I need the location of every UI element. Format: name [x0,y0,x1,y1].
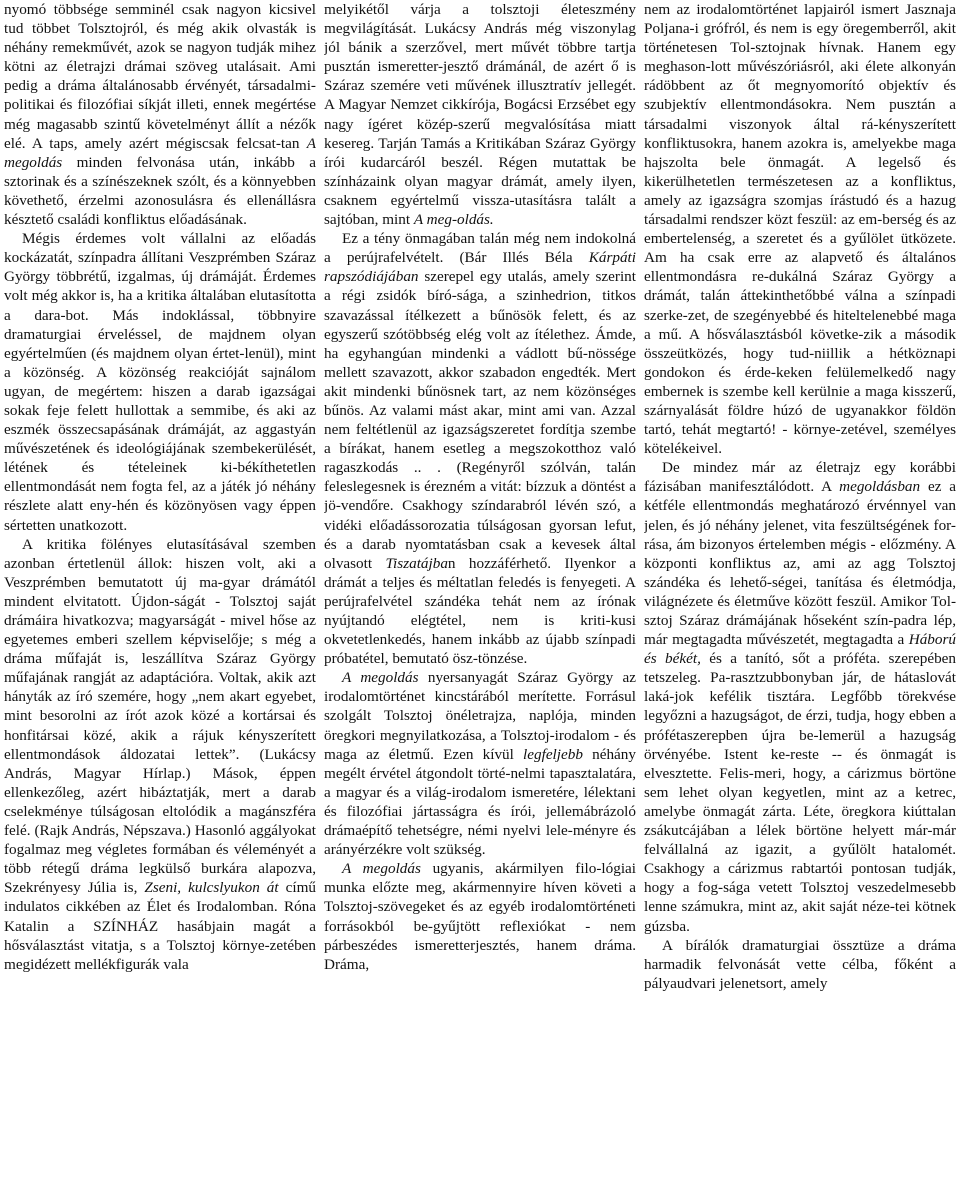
paragraph-text: nyersanyagát Száraz György az irodalomtörténet kincstárából merítette. Forrásul szolgált Tolsztoj önéletrajza, naplója, minden öregkori megnyilatkozása, a Tolsztoj-irodalom - és maga az életmű. Ezen kívül [324,669,636,763]
italic-text: megoldásban [839,478,921,496]
italic-text: A megoldás [4,134,316,171]
text-column-middle [324,0,636,1189]
italic-text: Zseni, kulcslyukon át [144,879,279,897]
italic-text: legfeljebb [523,745,583,763]
text-column-right [644,0,956,1189]
paragraph [324,0,636,229]
paragraph [324,668,636,859]
paragraph-text: Mégis érdemes volt vállalni az előadás kockázatát, színpadra állítani Veszprémben Száraz György többrétű, izgalmas, új drámáját. Érdemes volt még akkor is, ha a kritika általában elutasította a dara-bot. Más indoklással, többnyire dramaturgiai érveléssel, de majdnem olyan egyértelműen (és majdnem olyan értet-lenül), mint a közönség. A közönség reakcióját sajnálom ugyan, de megértem: hiszen a darab igazságai sokak feje felett hullottak a semmibe, és aki az eszmék összecsapásának drámáját, az aggastyán művészetének és ideológiájának szembekerülését, létének és tételeinek ki-békíthetetlen ellentmondását nem fogta fel, az a játék jó néhány részlete alatt eny-hén és közönyösen vagy éppen sértetten unatkozott. [4,230,316,534]
paragraph-text: n hozzáférhető. Ilyenkor a drámát a teljes és méltatlan feledés is fenyegeti. A perújrafelvétel szándéka tehát nem az írónak nyújtandó elégtétel, nem is kriti-kusi okvetetlenkedés, hanem inkább az újabb színpadi próbatétel, bemutató ösz-tönzése. [324,554,636,668]
paragraph [644,936,956,993]
paragraph-text: szerepel egy utalás, amely szerint a régi zsidók bíró-sága, a szinhedrion, titkos szavazással ítélkezett a bűnösök felett, és az egyszerű szótöbbség elég volt az ítélethez. Ámde, ha egyhangúan mindenki a vádlott bű-nössége mellett szavazott, akkor szabadon engedték. Mert akit mindenki bűnösnek tart, az nem közönséges bűnös. Az valami mást akar, mint ami van. Azzal nem feltétlenül az igazságszeretet fordítja szembe a bírákat, hanem esetleg a megszokotthoz való ragaszkodás .. . (Regényről szólván, talán feleslegesnek is érezném a vitát: bízzuk a döntést a jö-vendőre. Csakhogy színdarabról lévén szó, a vidéki előadássorozatia túlságosan gyorsan lefut, és a darab nyomtatásban csak a kevesek által olvasott [324,268,636,572]
paragraph-text: című indulatos cikkében az Élet és Irodalomban. Róna Katalin a SZÍNHÁZ hasábjain magát a hősválasztást vitatja, s a Tolsztoj környe-zetében megidézett mellékfigurák vala [4,879,316,973]
paragraph [644,0,956,458]
paragraph-text: melyikétől várja a tolsztoji életeszmény megvilágítását. Lukácsy András még viszonylag jól bánik a szerzővel, mert művét többre tartja pusztán ismeretter-jesztő drámánál, de azért ő is Száraz szemére veti művének illusztratív jellegét. A Magyar Nemzet cikkírója, Bogácsi Erzsébet egy nagy ígéret közép-szerű megvalósítása miatt kesereg. Tarján Tamás a Kritikában Száraz György írói kudarcáról beszél. Régen mutattak be színházaink olyan magyar drámát, amely ilyen, csaknem egyértelmű vissza-utasításra talált a sajtóban, mint [324,1,636,229]
paragraph-text: ugyanis, akármilyen filo-lógiai munka előzte meg, akármennyire híven követi a Tolsztoj-szövegeket és az egyéb irodalomtörténeti forrásokból be-gyűjtött reflexiókat - nem párbeszédes ismeretterjesztés, hanem dráma. Dráma, [324,860,636,973]
paragraph-text: A bírálók dramaturgiai össztüze a dráma harmadik felvonását vette célba, főként a pályaudvari jelenetsort, amely [644,936,956,992]
paragraph [644,458,956,935]
italic-text: A megoldás [342,860,421,878]
italic-text: A megoldás [342,669,419,687]
paragraph-text: A kritika fölényes elutasításával szemben azonban értetlenül állok: hiszen volt, aki a Veszprémben bemutatott új ma-gyar drámától mindent elvitatott. Újdon-ságát - Tolsztoj saját drámáira hivatkozva; magyarságát - mivel hőse az egyetemes emberi szellem képviselője; s még a dráma műfaját is, leszállítva Száraz György műfajának rangját az adaptációra. Voltak, akik azt hányták az író szemére, hogy „nem akart egyebet, mint besorolni az írót azok közé a kortársai és honfitársai közé, akik a rájuk kényszerített ellentmondások áldozatai lettek”. (Lukácsy András, Magyar Hírlap.) Mások, éppen ellenkezőleg, azért hibáztatják, mert a darab cselekménye túlságosan eltolódik a magánszféra felé. (Rajk András, Népszava.) Hasonló aggályokat fogalmaz meg végletes formában és véleményét a több rétegű dráma legkülső burkára alapozva, Szekrényesy Júlia is, [4,535,316,897]
paragraph-text: ez a kétféle ellentmondás meghatározó érvénnyel van jelen, és jó néhány jelenet, vita feszültségének for-rása, ám bizonyos értelemben mégis - előzmény. A központi konfliktus az, ami az agg Tolsztoj szándéka és lehető-ségei, tanítása és életmódja, világnézete és életműve között feszül. Amikor Tol-sztoj Száraz drámájának hőseként szín-padra lép, már megtagadta művészetét, megtagadta a [644,478,956,649]
paragraph [4,229,316,535]
text-column-left [4,0,316,1189]
italic-text: Háború és békét, [644,631,956,668]
paragraph [4,0,316,229]
paragraph-text: és a tanító, sőt a próféta. szerepében tetszeleg. Pa-rasztzubbonyban jár, de hátaslovát laká-jok kefélik tisztára. Legfőbb törekvése legyőzni a hazugságot, de érzi, tudja, hogy ebben a prófétaszerepben újra be-lemerül a hazugság örvényébe. Istent ke-reste -- és önmagát is elvesztette. Felis-meri, hogy, a cárizmus börtöne sem lehet olyan kegyetlen, mint az a ketrec, amelybe önmagát zárta. Léte, öregkora kiúttalan zsákutcájában a lélek börtöne helyett már-már felvállalná az igazit, a gyűlölt hatalomét. Csakhogy a cárizmus rabtartói pontosan tudják, hogy a fog-sága vetett Tolsztoj veszedelmesebb lenne számukra, mint az, akit saját néze-tei kötnek gúzsba. [644,650,956,935]
italic-text: Tiszatájba [385,554,448,572]
paragraph-text: néhány megélt érvétel átgondolt törté-nelmi tapasztalatára, a magyar és a világ-irodalom ismeretére, lélektani és filozófiai jártasságra és írói, jellemábrázoló drámaépítő tehetségre, némi nyelvi lele-ményre és arányérzékre volt szükség. [324,745,636,859]
paragraph-text: minden felvonása után, inkább a sztorinak és a színészeknek szólt, és a könnyebben követhető, érzelmi azonosulásra és ellenállásra késztető családi konfliktus előadásának. [4,153,316,229]
paragraph [324,859,636,974]
paragraph-text: nem az irodalomtörténet lapjairól ismert Jasznaja Poljana-i grófról, és nem is egy öregemberről, akit történetesen Tol-sztojnak hívnak. Hanem egy meghason-lott művészóriásról, aki élete alkonyán rádöbbent az őt megnyomorító objektív és szubjektív ellentmondásokra. Nem pusztán a társadalmi viszonyok által rá-kényszerített konfliktusokra, hanem azokra is, amelyekbe maga hajszolta bele önmagát. A legelső és kikerülhetetlen természetesen az a konfliktus, amely az igazságra szomjas írástudó és a hazug társadalmi rendszer közt feszül: az em-berség és az embertelenség, a szeretet és a gyűlölet ütközete. Am ha csak erre az alapvető és általános ellentmondásra re-dukálná Száraz György a drámát, talán áttekinthetőbbé válna a színpadi szerke-zet, de szegényebbé és hiteltelenebbé maga a mű. A hősválasztásból követke-zik a második összeütközés, hogy tud-niillik a hétköznapi gondokon és érde-keken felülemelkedő nagy embernek is szembe kell kerülnie a maga kisszerű, szárnyalását földre húzó de ugyanakkor földön tartó, tehát megtartó! - környe-zetével, személyes kötelékeivel. [644,1,956,458]
italic-text: Kárpáti rapszódiájában [324,249,636,286]
paragraph-text: De mindez már az életrajz egy korábbi fázisában manifesztálódott. A [644,459,956,496]
italic-text: A meg-oldás. [413,211,494,229]
paragraph-text: Ez a tény önmagában talán még nem indokolná a perújrafelvételt. (Bár Illés Béla [324,230,636,267]
paragraph [4,535,316,974]
paragraph [324,229,636,668]
paragraph-text: nyomó többsége semminél csak nagyon kicsivel tud többet Tolsztojról, és még akik olvasták is néhány remekművét, azok se nagyon tudják mihez kötni az életrajzi drámai szöveg utalásait. Ami pedig a dráma általánosabb érvényét, társadalmi-politikai és filozófiai síkját illeti, ennek megértése még magasabb szintű követelményt állít a nézők elé. A taps, amely azért mégiscsak felcsat-tan [4,1,316,152]
